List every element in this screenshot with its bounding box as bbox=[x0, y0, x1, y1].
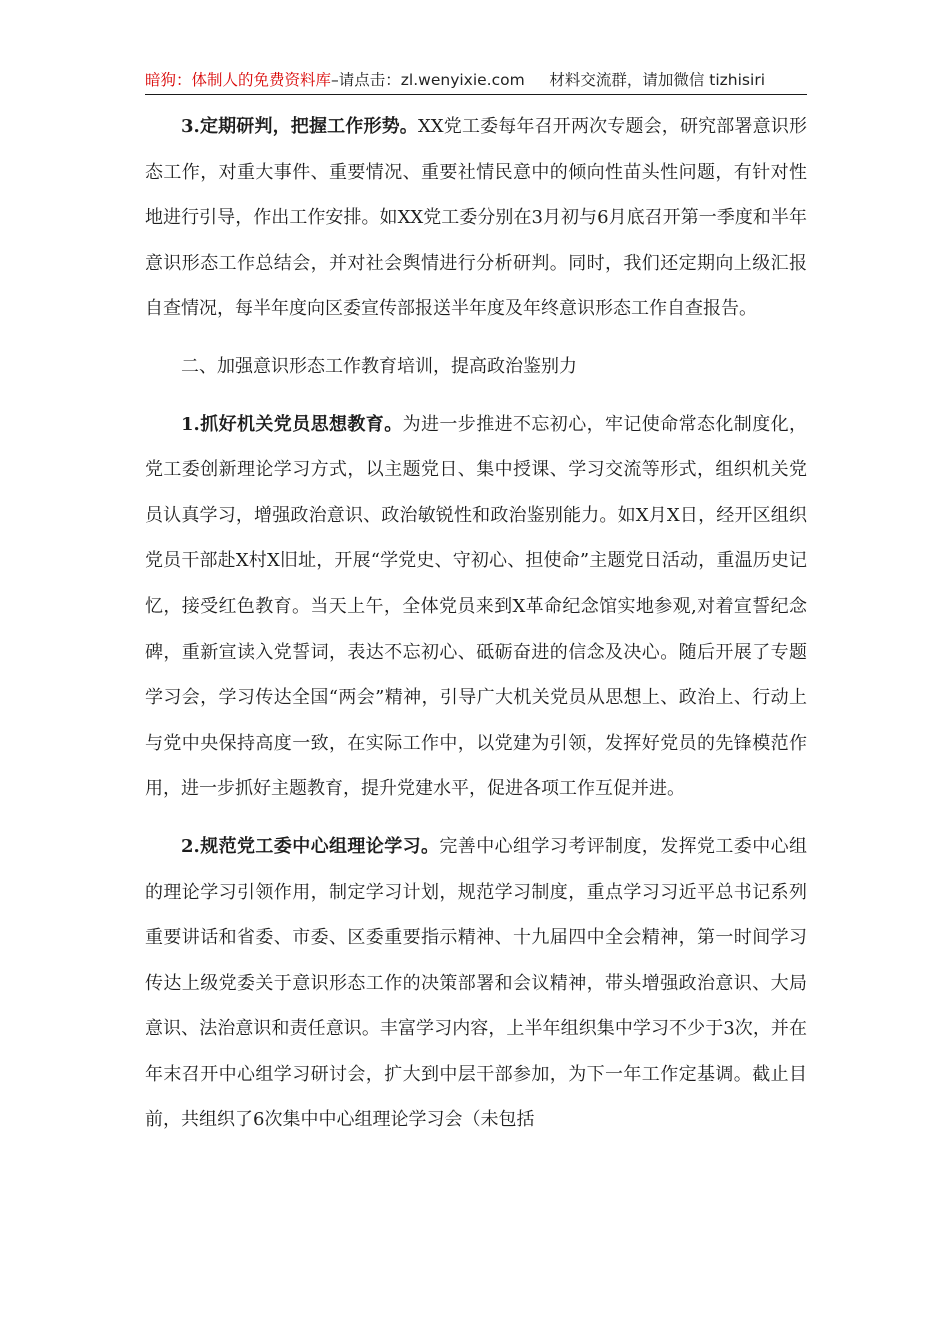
paragraph-lead: 2.规范党工委中心组理论学习。 bbox=[181, 835, 440, 857]
paragraph-3 bbox=[145, 104, 807, 332]
header-brand: 暗狗：体制人的免费资料库 bbox=[145, 71, 332, 89]
header-url-link[interactable]: zl.wenyixie.com bbox=[400, 71, 525, 89]
paragraph-text: 完善中心组学习考评制度，发挥党工委中心组的理论学习引领作用，制定学习计划，规范学习制度，重点学习习近平总书记系列重要讲话和省委、市委、区委重要指示精神、十九届四中全会精神，第一时间学习传达上级党委关于意识形态工作的决策部署和会议精神，带头增强政治意识、大局意识、法治意识和责任意识。丰富学习内容，上半年组织集中学习不少于3次，并在年末召开中心组学习研讨会，扩大到中层干部参加，为下一年工作定基调。截止目前，共组织了6次集中中心组理论学习会（未包括 bbox=[145, 835, 808, 1131]
paragraph-text: XX党工委每年召开两次专题会，研究部署意识形态工作，对重大事件、重要情况、重要社情民意中的倾向性苗头性问题，有针对性地进行引导，作出工作安排。如XX党工委分别在3月初与6月底召开第一季度和半年意识形态工作总结会，并对社会舆情进行分析研判。同时，我们还定期向上级汇报自查情况，每半年度向区委宣传部报送半年度及年终意识形态工作自查报告。 bbox=[145, 116, 807, 320]
paragraph-lead: 3.定期研判，把握工作形势。 bbox=[181, 116, 418, 137]
document-body bbox=[145, 104, 807, 1155]
section-heading-2: 二、加强意识形态工作教育培训，提高政治鉴别力 bbox=[181, 355, 577, 377]
paragraph-2 bbox=[145, 824, 807, 1143]
header-prompt: –请点击： bbox=[331, 71, 401, 89]
paragraph-1 bbox=[145, 402, 807, 812]
page-header bbox=[145, 66, 807, 95]
header-contact: 材料交流群，请加微信 tizhisiri bbox=[549, 71, 765, 89]
paragraph-text: 为进一步推进不忘初心，牢记使命常态化制度化，党工委创新理论学习方式，以主题党日、集中授课、学习交流等形式，组织机关党员认真学习，增强政治意识、政治敏锐性和政治鉴别能力。如X月X日，经开区组织党员干部赴X村X旧址，开展“学党史、守初心、担使命”主题党日活动，重温历史记忆，接受红色教育。当天上午，全体党员来到X革命纪念馆实地参观,对着宣誓纪念碑，重新宣读入党誓词，表达不忘初心、砥砺奋进的信念及决心。随后开展了专题学习会，学习传达全国“两会”精神，引导广大机关党员从思想上、政治上、行动上与党中央保持高度一致，在实际工作中，以党建为引领，发挥好党员的先锋模范作用，进一步抓好主题教育，提升党建水平，促进各项工作互促并进。 bbox=[145, 413, 807, 800]
paragraph-lead: 1.抓好机关党员思想教育。 bbox=[181, 413, 403, 435]
